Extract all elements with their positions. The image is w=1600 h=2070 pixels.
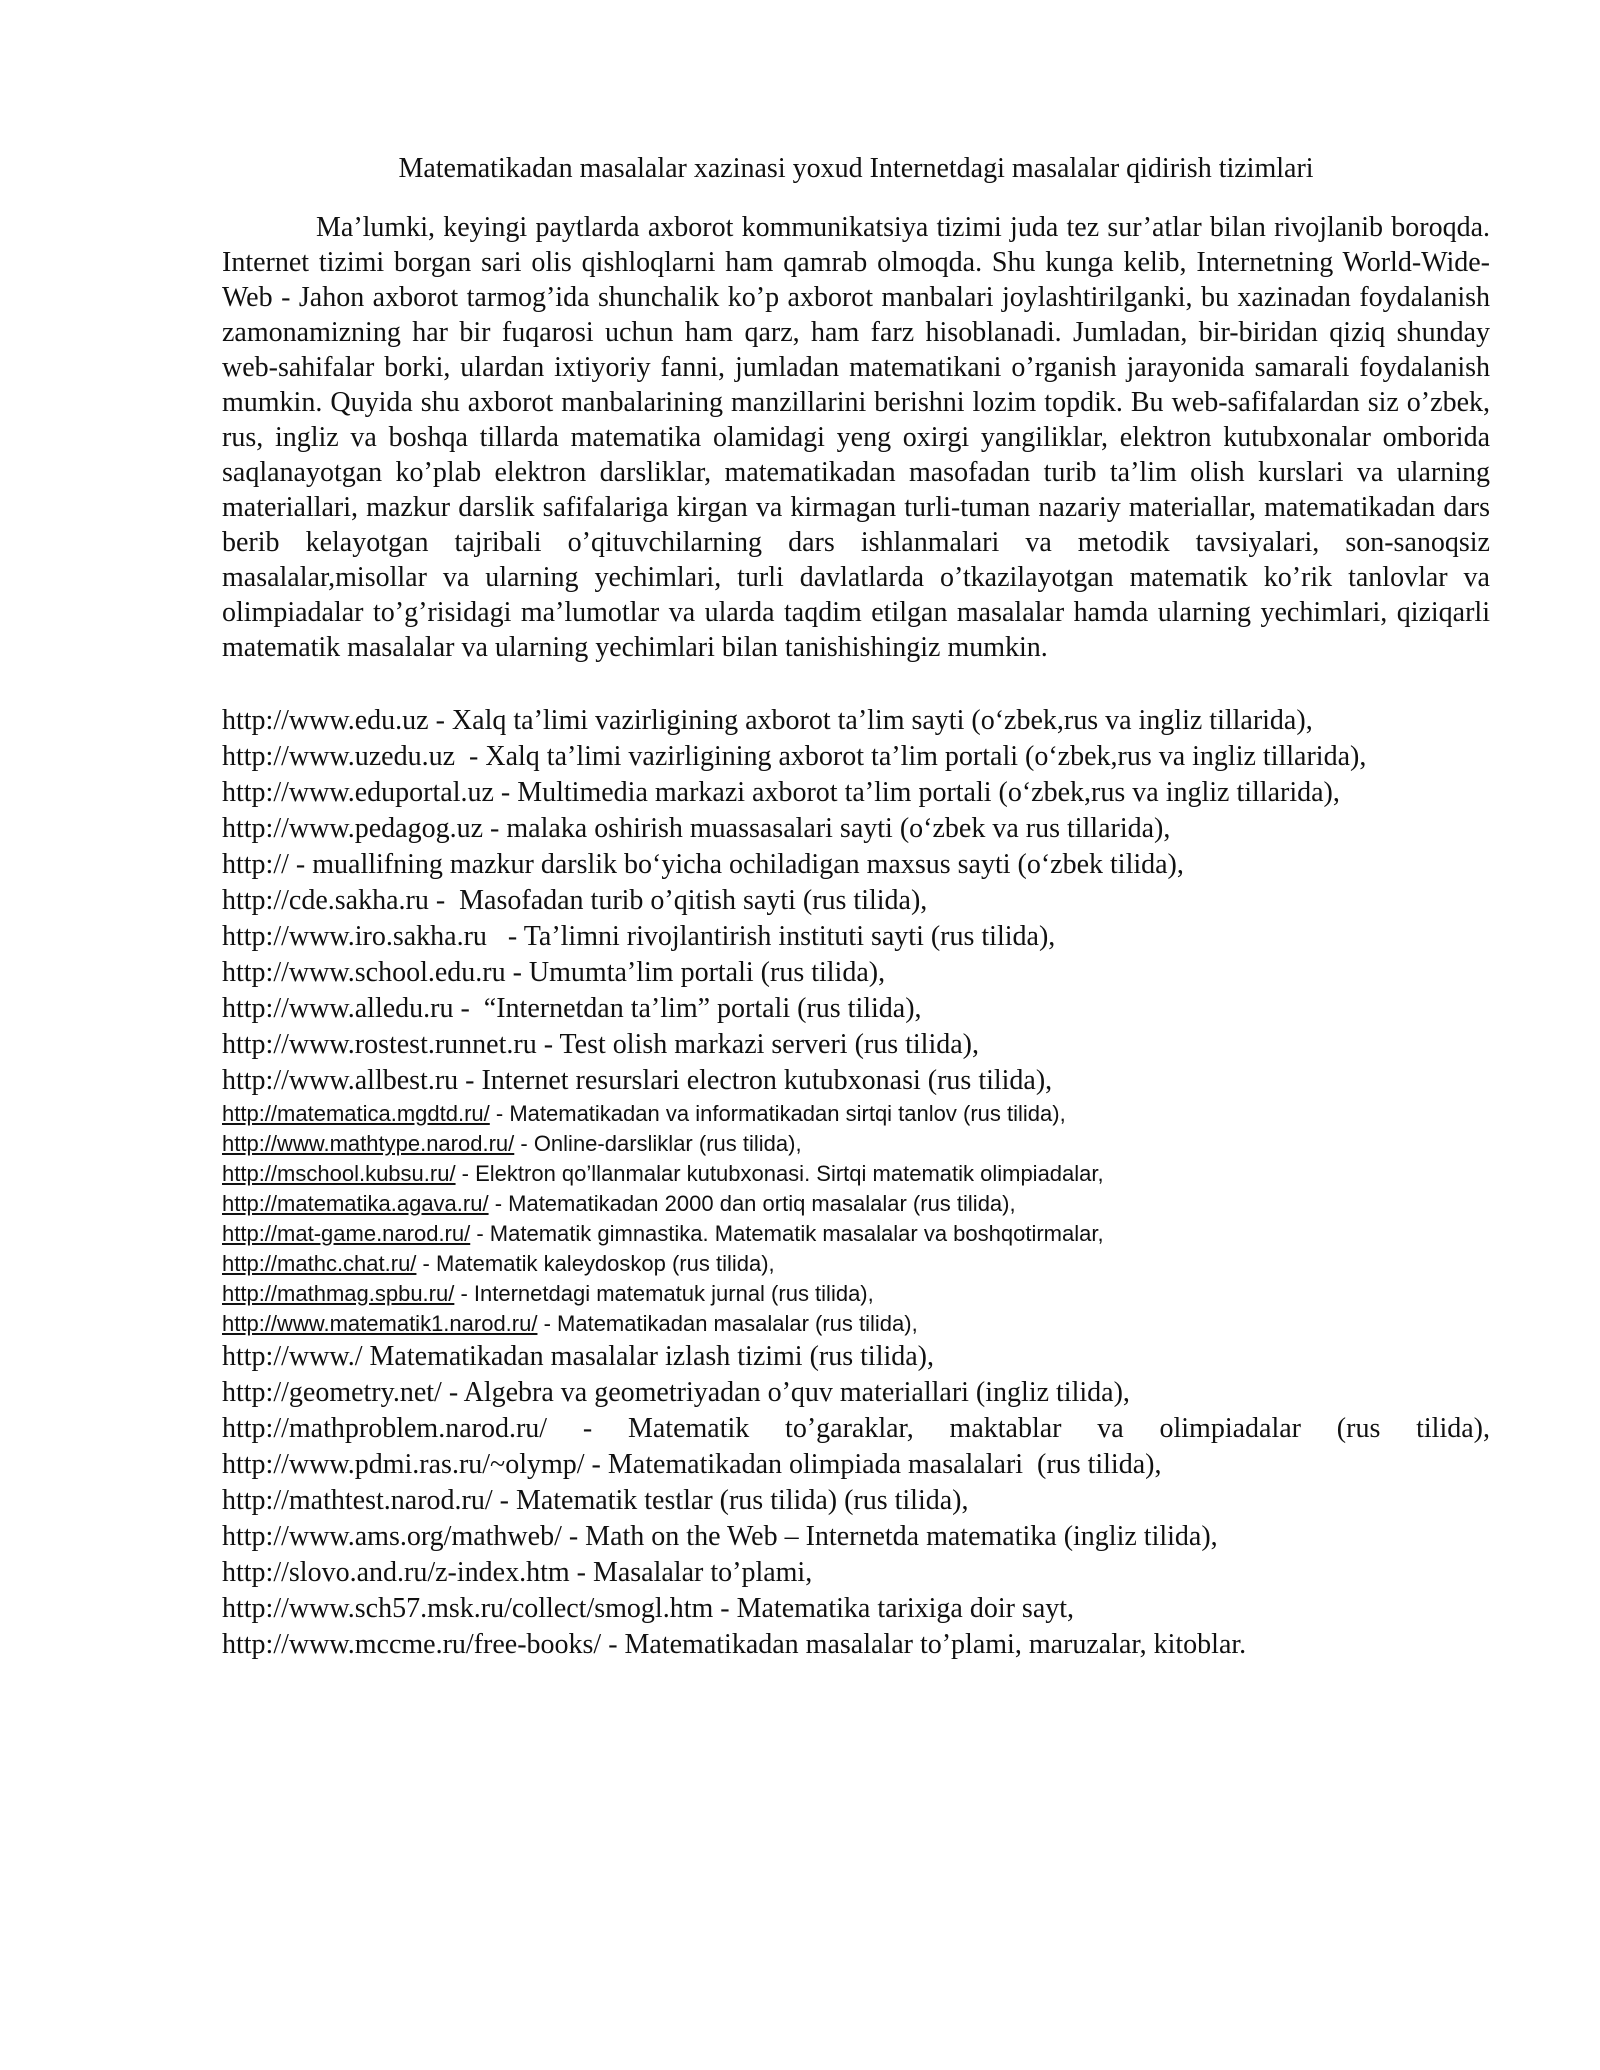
link-list-item	[222, 1339, 1490, 1375]
link-description: - Matematikadan masalalar (rus tilida),	[537, 1311, 918, 1336]
link-description: - Algebra va geometriyadan o’quv materiallari (ingliz tilida),	[441, 1377, 1130, 1408]
link-list-item	[222, 1249, 1490, 1279]
link-description: - Internet resurslari electron kutubxonasi (rus tilida),	[458, 1065, 1053, 1096]
link-description: - Matematik to’garaklar, maktablar va olimpiadalar (rus tilida),	[547, 1413, 1490, 1444]
link-list-item	[222, 1309, 1490, 1339]
link-description: - Math on the Web – Internetda matematika (ingliz tilida),	[561, 1521, 1218, 1552]
link-list-item	[222, 1447, 1490, 1483]
link-list-item	[222, 775, 1490, 811]
link-url[interactable]: http://mschool.kubsu.ru/	[222, 1161, 456, 1186]
link-list-item	[222, 1591, 1490, 1627]
link-list-item	[222, 1411, 1490, 1447]
link-url[interactable]: http://www.eduportal.uz	[222, 777, 494, 808]
link-description: - Umumta’lim portali (rus tilida),	[505, 957, 886, 988]
link-list-item	[222, 811, 1490, 847]
link-list-item	[222, 1375, 1490, 1411]
link-description: - Online-darsliklar (rus tilida),	[514, 1131, 802, 1156]
link-list-item	[222, 1063, 1490, 1099]
link-description: - Matematikadan 2000 dan ortiq masalalar (rus tilida),	[488, 1191, 1016, 1216]
intro-paragraph: Ma’lumki, keyingi paytlarda axborot kommunikatsiya tizimi juda tez sur’atlar bilan rivojlanib boroqda. Internet tizimi borgan sari olis qishloqlarni ham qamrab olmoqda. Shu kunga kelib, Internetning World-Wide-Web - Jahon axborot tarmog’ida shunchalik ko’p axborot manbalari joylashtirilganki, bu xazinadan foydalanish zamonamizning har bir fuqarosi uchun ham qarz, ham farz hisoblanadi. Jumladan, bir-biridan qiziq shunday web-sahifalar borki, ulardan ixtiyoriy fanni, jumladan matematikani o’rganish jarayonida samarali foydalanish mumkin. Quyida shu axborot manbalarining manzillarini berishni lozim topdik. Bu web-safifalardan siz o’zbek, rus, ingliz va boshqa tillarda matematika olamidagi yeng oxirgi yangiliklar, elektron kutubxonalar omborida saqlanayotgan ko’plab elektron darsliklar, matematikadan masofadan turib ta’lim olish kurslari va ularning materiallari, mazkur darslik safifalariga kirgan va kirmagan turli-tuman nazariy materiallar, matematikadan dars berib kelayotgan tajribali o’qituvchilarning dars ishlanmalari va metodik tavsiyalari, son-sanoqsiz masalalar,misollar va ularning yechimlari, turli davlatlarda o’tkazilayotgan matematik ko’rik tanlovlar va olimpiadalar to’g’risidagi ma’lumotlar va ularda taqdim etilgan masalalar hamda ularning yechimlari, qiziqarli matematik masalalar va ularning yechimlari bilan tanishishingiz mumkin.	[222, 212, 1490, 663]
link-description: - Matematikadan olimpiada masalalari (rus tilida),	[584, 1449, 1162, 1480]
link-url[interactable]: http://matematica.mgdtd.ru/	[222, 1101, 490, 1126]
link-url[interactable]: http://www.sch57.msk.ru/collect/smogl.htm	[222, 1593, 714, 1624]
link-list-item	[222, 883, 1490, 919]
link-list-item	[222, 847, 1490, 883]
link-url[interactable]: http://www.uzedu.uz	[222, 741, 456, 772]
link-description: - “Internetdan ta’lim” portali (rus tilida),	[453, 993, 922, 1024]
link-list-item	[222, 703, 1490, 739]
link-description: - Matematikadan va informatikadan sirtqi tanlov (rus tilida),	[489, 1101, 1066, 1126]
link-url[interactable]: http://mathmag.spbu.ru/	[222, 1281, 455, 1306]
link-url[interactable]: http://www.edu.uz	[222, 705, 429, 736]
link-url[interactable]: http://cde.sakha.ru	[222, 885, 429, 916]
link-url[interactable]: http://matematika.agava.ru/	[222, 1191, 489, 1216]
link-list-item	[222, 1129, 1490, 1159]
link-url[interactable]: http://www.allbest.ru	[222, 1065, 459, 1096]
link-description: - Xalq ta’limi vazirligining axborot ta’lim portali (o‘zbek,rus va ingliz tillarida),	[455, 741, 1367, 772]
link-description: - Masalalar to’plami,	[569, 1557, 813, 1588]
link-description: - muallifning mazkur darslik bo‘yicha ochiladigan maxsus sayti (o‘zbek tilida),	[288, 849, 1184, 880]
link-list-item	[222, 991, 1490, 1027]
link-url[interactable]: http://mathc.chat.ru/	[222, 1251, 417, 1276]
link-url[interactable]: http://mathproblem.narod.ru/	[222, 1413, 548, 1444]
link-url[interactable]: http://slovo.and.ru/z-index.htm	[222, 1557, 570, 1588]
link-list-item	[222, 1483, 1490, 1519]
link-description: - Matematika tarixiga doir sayt,	[713, 1593, 1075, 1624]
link-url[interactable]: http://www.school.edu.ru	[222, 957, 506, 988]
link-list-item	[222, 1159, 1490, 1189]
document-title: Matematikadan masalalar xazinasi yoxud Internetdagi masalalar qidirish tizimlari	[398, 153, 1314, 184]
link-description: - Matematik kaleydoskop (rus tilida),	[416, 1251, 775, 1276]
link-list-item	[222, 1627, 1490, 1663]
link-list-item	[222, 1555, 1490, 1591]
link-url[interactable]: http://www.pedagog.uz	[222, 813, 484, 844]
link-url[interactable]: http://www.mathtype.narod.ru/	[222, 1131, 515, 1156]
link-description: - Matematikadan masalalar to’plami, maruzalar, kitoblar.	[601, 1629, 1247, 1660]
link-url[interactable]: http://www.matematik1.narod.ru/	[222, 1311, 538, 1336]
link-url[interactable]: http://mat-game.narod.ru/	[222, 1221, 471, 1246]
link-description: - malaka oshirish muassasalari sayti (o‘zbek va rus tillarida),	[483, 813, 1171, 844]
link-description: - Matematik gimnastika. Matematik masalalar va boshqotirmalar,	[470, 1221, 1104, 1246]
link-url[interactable]: http://www.iro.sakha.ru	[222, 921, 487, 952]
link-url[interactable]: http://	[222, 849, 289, 880]
link-url[interactable]: http://www./	[222, 1341, 363, 1372]
link-list-item	[222, 955, 1490, 991]
link-description: - Xalq ta’limi vazirligining axborot ta’lim sayti (o‘zbek,rus va ingliz tillarida),	[428, 705, 1313, 736]
document-page	[222, 152, 1490, 1663]
link-url[interactable]: http://www.alledu.ru	[222, 993, 454, 1024]
link-url[interactable]: http://www.pdmi.ras.ru/~olymp/	[222, 1449, 585, 1480]
link-description: - Elektron qo’llanmalar kutubxonasi. Sirtqi matematik olimpiadalar,	[455, 1161, 1104, 1186]
link-description: - Masofadan turib o’qitish sayti (rus tilida),	[428, 885, 928, 916]
link-description: - Matematik testlar (rus tilida) (rus tilida),	[492, 1485, 969, 1516]
link-url[interactable]: http://geometry.net/	[222, 1377, 442, 1408]
link-list-item	[222, 1099, 1490, 1129]
link-list	[222, 703, 1490, 1663]
link-list-item	[222, 1519, 1490, 1555]
link-list-item	[222, 1027, 1490, 1063]
link-url[interactable]: http://www.rostest.runnet.ru	[222, 1029, 537, 1060]
link-description: - Multimedia markazi axborot ta’lim portali (o‘zbek,rus va ingliz tillarida),	[493, 777, 1340, 808]
link-description: Matematikadan masalalar izlash tizimi (rus tilida),	[362, 1341, 935, 1372]
link-list-item	[222, 1279, 1490, 1309]
link-url[interactable]: http://www.ams.org/mathweb/	[222, 1521, 562, 1552]
link-list-item	[222, 919, 1490, 955]
link-description: - Test olish markazi serveri (rus tilida),	[536, 1029, 979, 1060]
link-url[interactable]: http://www.mccme.ru/free-books/	[222, 1629, 602, 1660]
link-url[interactable]: http://mathtest.narod.ru/	[222, 1485, 493, 1516]
link-list-item	[222, 739, 1490, 775]
link-description: - Ta’limni rivojlantirish instituti sayti (rus tilida),	[486, 921, 1056, 952]
link-description: - Internetdagi matematuk jurnal (rus tilida),	[454, 1281, 874, 1306]
link-list-item	[222, 1219, 1490, 1249]
link-list-item	[222, 1189, 1490, 1219]
